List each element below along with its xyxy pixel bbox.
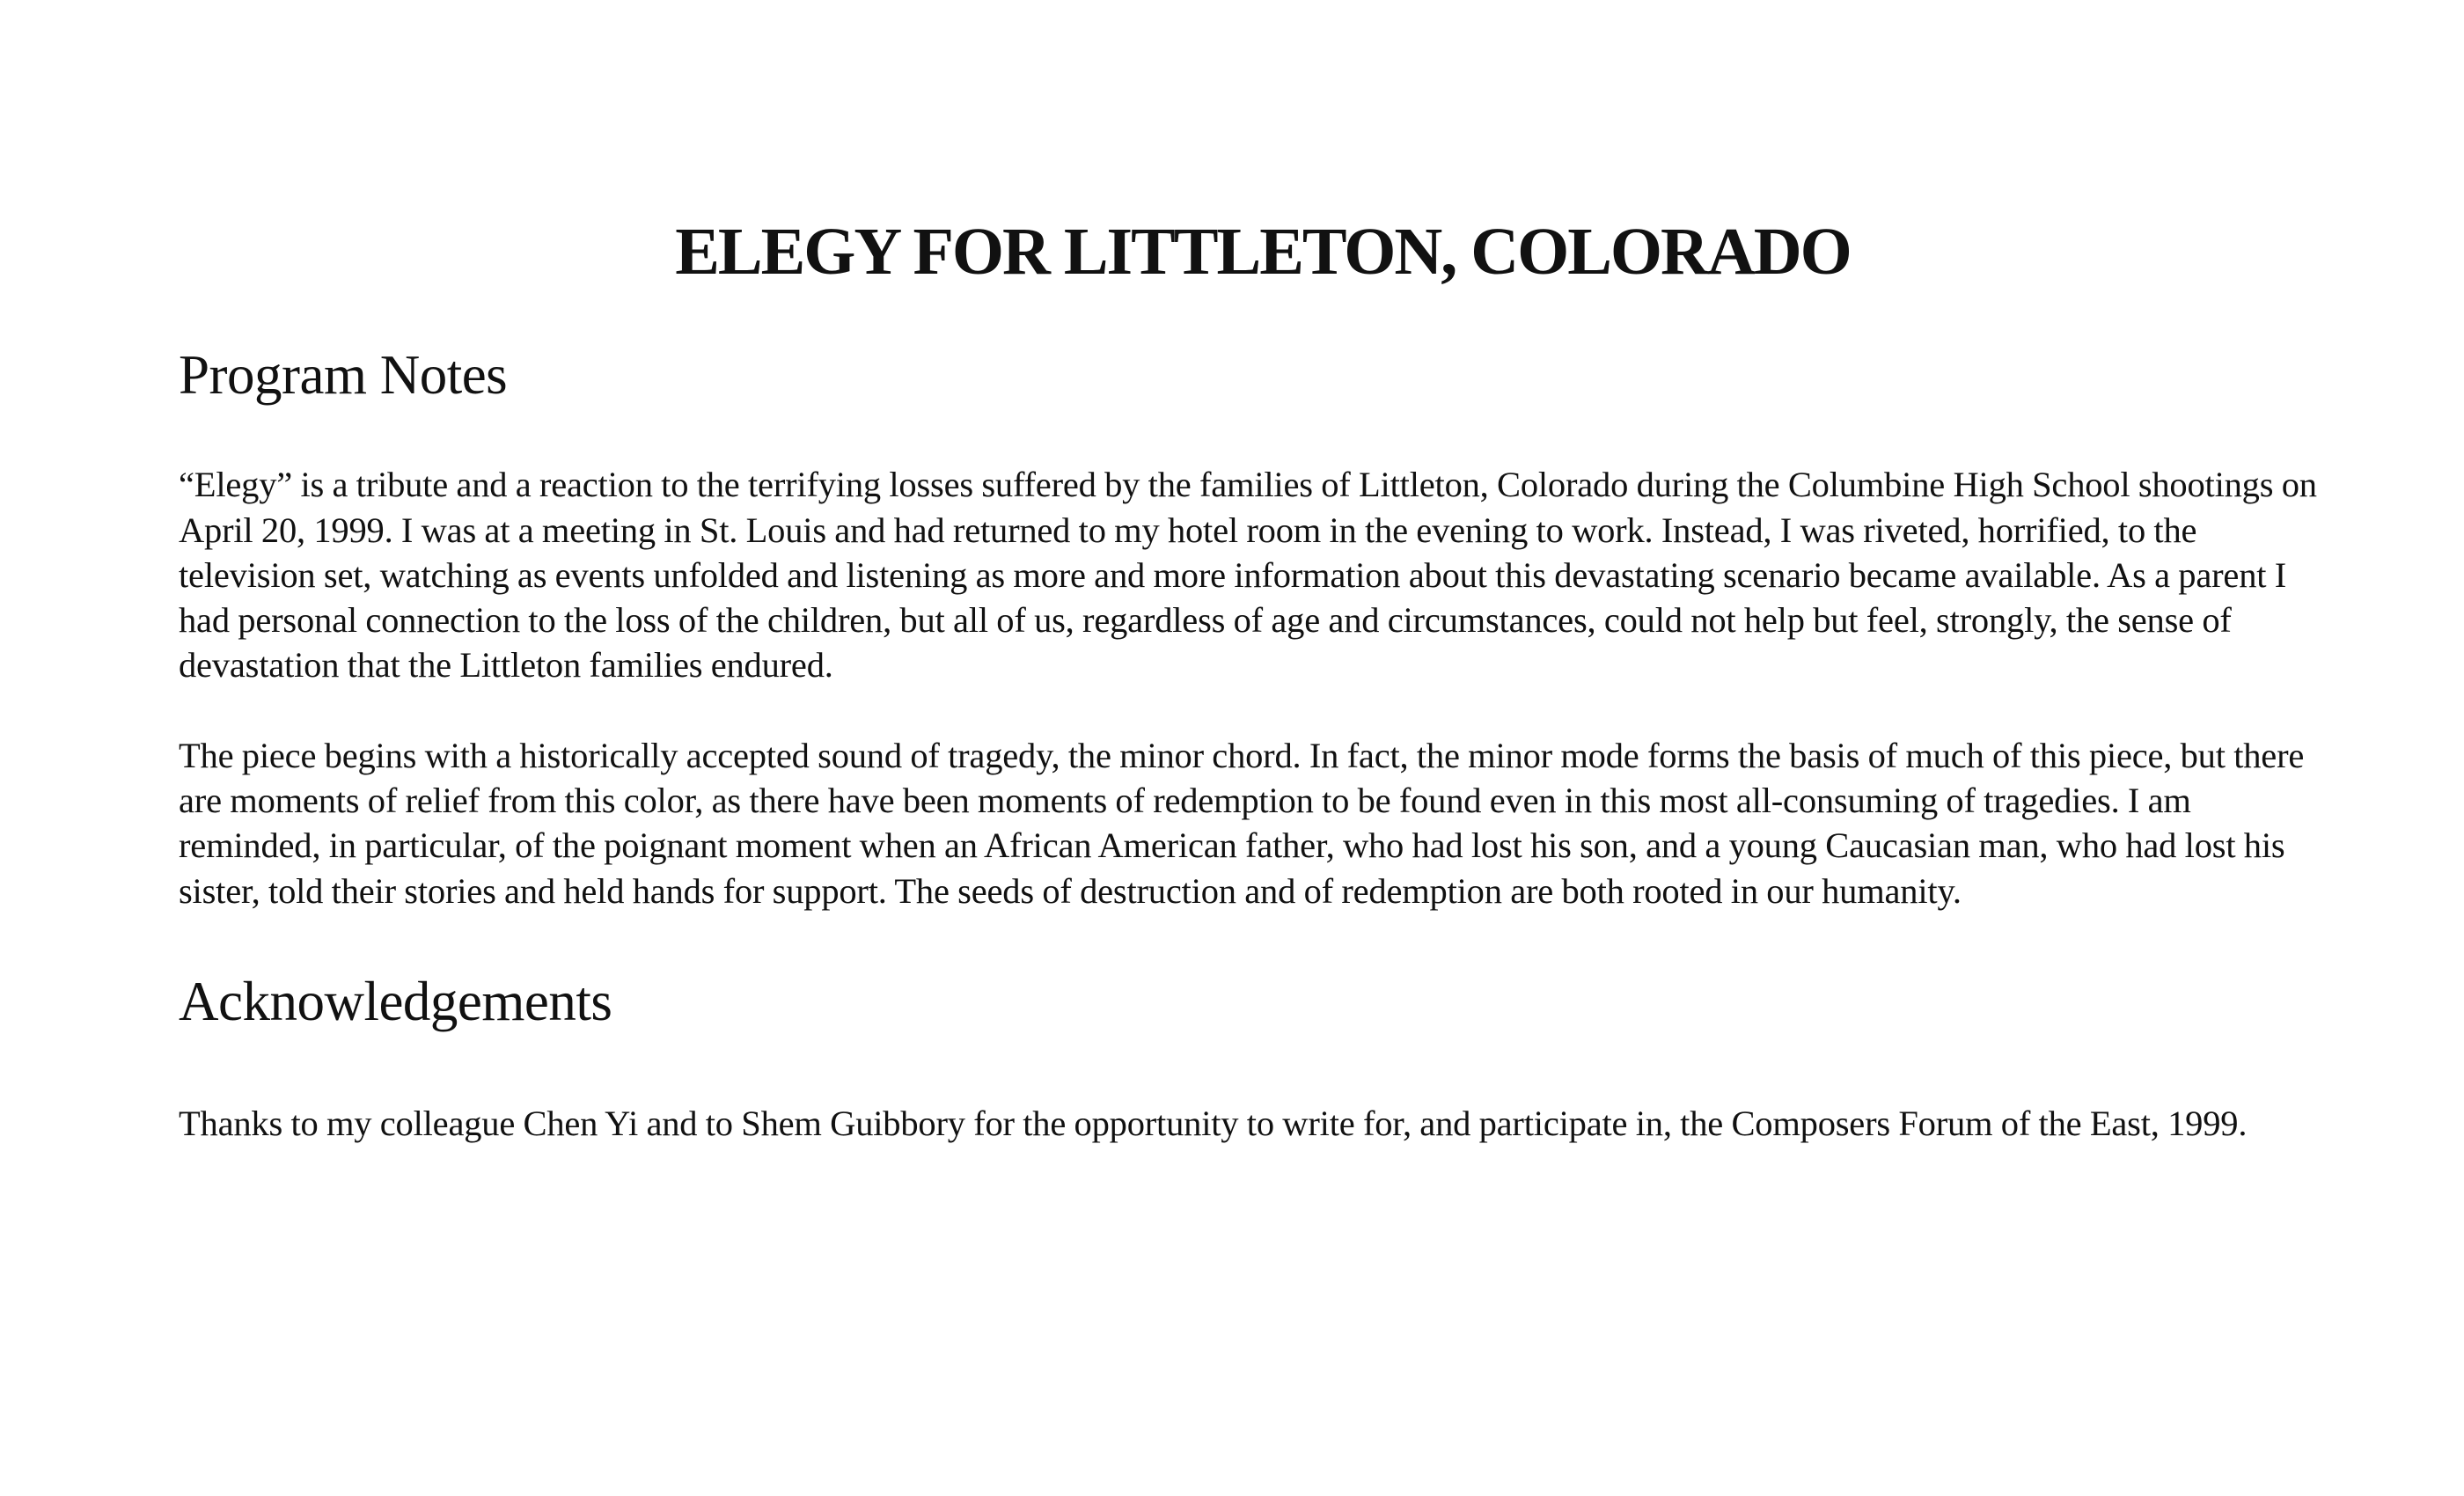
program-notes-paragraph-1: “Elegy” is a tribute and a reaction to the terrifying losses suffered by the families of Littleton, Colorado during the Columbine High School shootings on April 20, 1999. I was at a meeting in St. Louis and had returned to my hotel room in the evening to work. Instead, I was riveted, horrified, to the television set, watching as events unfolded and listening as more and more information about this devastating scenario became available. As a parent I had personal connection to the loss of the children, but all of us, regardless of age and circumstances, could not help but feel, strongly, the sense of devastation that the Littleton families endured. [179,465,2317,686]
program-notes-paragraph-2: The piece begins with a historically accepted sound of tragedy, the minor chord. In fact, the minor mode forms the basis of much of this piece, but there are moments of relief from this color, as there have been moments of redemption to be found even in this most all-consuming of tragedies. I am reminded, in particular, of the poignant moment when an African American father, who had lost his son, and a young Caucasian man, who had lost his sister, told their stories and held hands for support. The seeds of destruction and of redemption are both rooted in our humanity. [179,735,2305,911]
document-title: ELEGY FOR LITTLETON, COLORADO [675,215,1851,289]
document-content [179,215,2326,1147]
section-heading-program-notes: Program Notes [179,344,508,406]
acknowledgements-paragraph: Thanks to my colleague Chen Yi and to Shem Guibbory for the opportunity to write for, and participate in, the Composers Forum of the East, 1999. [179,1104,2248,1144]
section-heading-acknowledgements: Acknowledgements [179,970,612,1032]
